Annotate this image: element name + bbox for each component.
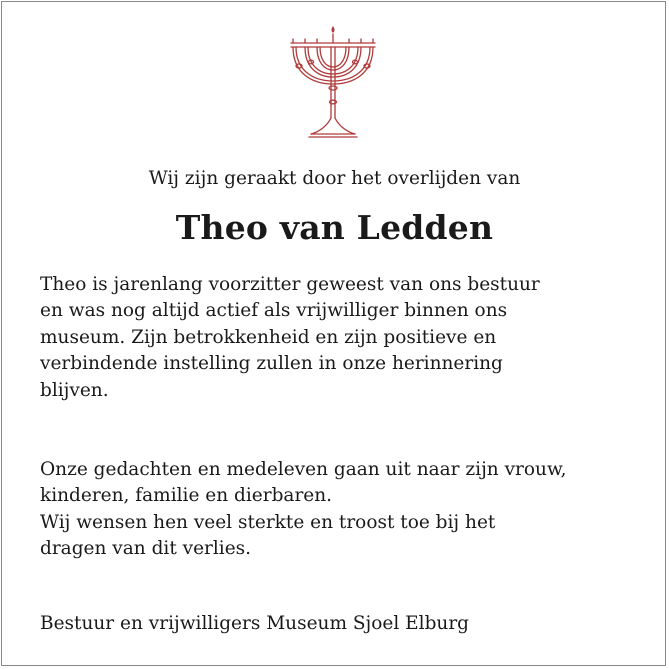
text-line: en was nog altijd actief als vrijwilliger binnen ons	[40, 300, 508, 322]
text-line: blijven.	[40, 379, 109, 401]
text-line: kinderen, familie en dierbaren.	[40, 485, 333, 507]
paragraph-tribute	[40, 272, 650, 404]
text-line: verbindende instelling zullen in onze herinnering	[40, 353, 503, 375]
text-line: Wij wensen hen veel sterkte en troost toe bij het	[40, 511, 496, 533]
intro-line: Wij zijn geraakt door het overlijden van	[148, 168, 521, 189]
text-line: Onze gedachten en medeleven gaan uit naar zijn vrouw,	[40, 459, 567, 480]
signature-text: Bestuur en vrijwilligers Museum Sjoel Elburg	[40, 613, 470, 634]
signature-line	[40, 611, 650, 637]
text-line: Theo is jarenlang voorzitter geweest van ons bestuur	[40, 274, 540, 295]
deceased-name: Theo van Ledden	[175, 208, 494, 247]
paragraph-condolence	[40, 457, 650, 563]
text-line: dragen van dit verlies.	[40, 538, 252, 560]
menorah-icon	[285, 22, 381, 140]
text-line: museum. Zijn betrokkenheid en zijn positieve en	[40, 326, 497, 348]
